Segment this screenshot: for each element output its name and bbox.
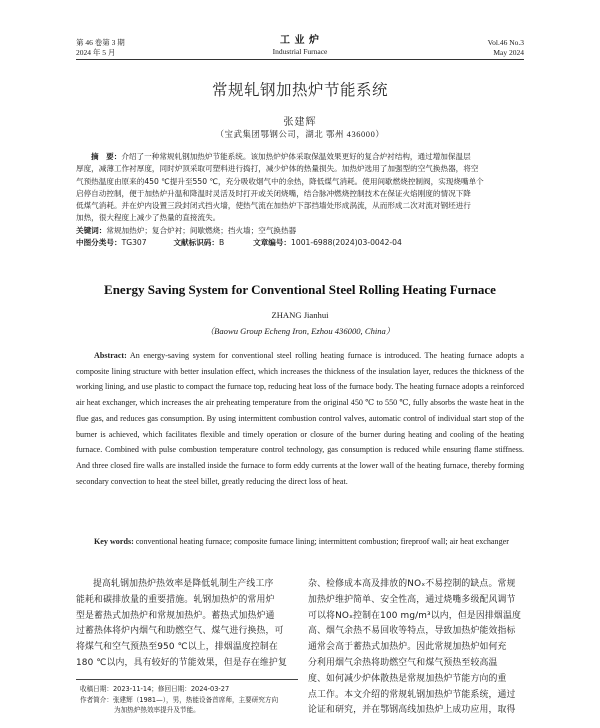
cn-abstract (76, 151, 524, 249)
cn-abstract-line: 低煤气消耗。并在炉内设置三段封闭式挡火墙，使热气流在加热炉下部挡墙处形成涡流，从而形成二次对流对钢坯进行 (76, 201, 471, 211)
cn-title: 常规轧钢加热炉节能系统 (211, 81, 388, 99)
cn-abstract-label: 摘 要： (91, 152, 122, 161)
journal-name-en: Industrial Furnace (272, 47, 328, 56)
body-line: 180 ℃以内，具有较好的节能效果，但是存在维护复 (76, 657, 287, 668)
body-line: 杂、检修成本高及排放的NOₓ不易控制的缺点。常规 (308, 579, 516, 589)
body-line: 可以将NOₓ控制在100 mg/m³以内，但是因排烟温度 (308, 610, 521, 621)
body-line: 通常会高于蓄热式加热炉。因此常规加热炉如何充 (308, 642, 507, 653)
body-line: 型是蓄热式加热炉和常规加热炉。蓄热式加热炉通 (76, 610, 275, 621)
en-keywords-label: Key words: (94, 537, 134, 546)
cn-abstract-line: 启停自动控制，便于加热炉升温和降温时灵活及时打开或关闭烧嘴，结合脉冲燃烧控制技术在保证火焰刚度的情况下降 (76, 188, 471, 198)
body-line: 提高轧钢加热炉热效率是降低轧制生产线工序 (93, 579, 274, 589)
body-line: 度、如何减少炉体散热是常规加热炉节能方向的重 (308, 673, 507, 684)
cn-classification-row (76, 237, 524, 249)
header-right (424, 38, 524, 58)
cn-author: 张建辉 (283, 117, 317, 128)
clc-value: TG307 (121, 238, 147, 248)
cn-keywords-label: 关键词： (76, 225, 107, 235)
cn-abstract-line: 厚度，减薄工作衬厚度，同时炉顶采取可塑料进行捣打，减少炉体的热量损失。加热炉选用了加强型的空气换热器，将空 (76, 164, 479, 174)
footnote-rule (76, 679, 298, 680)
footnote (80, 684, 298, 716)
header-volume: 第 46 卷第 3 期 (76, 38, 125, 47)
header-date-en: May 2024 (493, 48, 524, 57)
en-abstract-label: Abstract: (94, 351, 127, 360)
body-line: 论证和研究，并在鄂钢高线加热炉上成功应用，取得 (308, 705, 516, 716)
header-volume-en: Vol.46 No.3 (487, 38, 524, 47)
en-keywords: conventional heating furnace; composite furnace lining; intermittent combustion; fireproof wall; air heat exchanger (135, 537, 509, 546)
en-abstract (76, 348, 524, 489)
en-author: ZHANG Jianhui (271, 310, 329, 320)
body-line: 加热炉维护简单、安全性高，通过烧嘴多级配风调节 (308, 594, 516, 605)
doc-code-label: 文献标识码： (173, 238, 219, 248)
body-line: 将煤气和空气预热至950 ℃以上，排烟温度控制在 (76, 642, 278, 653)
journal-name-cn: 工 业 炉 (280, 35, 320, 46)
cn-abstract-line: 介绍了一种常规轧钢加热炉节能系统。该加热炉炉体采取保温效果更好的复合炉衬结构，通过增加保温层 (121, 152, 471, 161)
cn-keywords: 常规加热炉；复合炉衬；间歇燃烧；挡火墙；空气换热器 (106, 225, 297, 235)
en-affiliation: （Baowu Group Echeng Iron, Ezhou 436000, China） (205, 326, 395, 336)
clc-label: 中图分类号： (76, 238, 122, 248)
footnote-author-cont: 为加热炉热效率提升及节能。 (114, 706, 200, 714)
cn-abstract-line: 加热，很大程度上减少了热量的直接流失。 (76, 213, 221, 223)
body-line: 过蓄热体将炉内烟气和助燃空气、煤气进行换热，可 (76, 626, 284, 637)
body-right-column (308, 577, 526, 719)
body-line: 分利用烟气余热将助燃空气和煤气预热至较高温 (308, 657, 498, 668)
body-left-column (76, 577, 298, 672)
cn-abstract-line: 气预热温度由原来的450 ℃提升至550 ℃，充分吸收烟气中的余热，降低煤气消耗。使用间歇燃烧控制阀，实现烧嘴单个 (76, 176, 484, 186)
en-abstract-text: An energy-saving system for conventional steel rolling heating furnace is introduced. The heating furnace adopts a composite lining structure with better insulation effect, which increases the thickness of the insulation layer, reduces the thickness of the working lining, and use plastic to compact the furnace top, reducing heat loss of the furnace body. The heating furnace adopts a reinforced air heat exchanger, which increases the air preheating temperature from the original 450 ℃ to 550 ℃, fully absorbs the waste heat in the flue gas, and reduces gas consumption. By using intermittent combustion control valves, automatic control of individual start stop of the burner is achieved, which facilitates flexible and timely operation or closure of the burner during heating and cooling of the heating furnace. Combined with pulse combustion temperature control technology, gas consumption is reduced while ensuring flame stiffness. And three closed fire walls are installed inside the furnace to form eddy currents at the lower wall of the heating furnace, thereby forming secondary convection to heat the steel billet, greatly reducing the direct loss of heat. (76, 351, 525, 486)
doc-code-value: B (219, 238, 225, 248)
header-date: 2024 年 5 月 (76, 48, 116, 57)
footnote-author: 作者简介：张建辉（1981—），男，热能设备首席师，主要研究方向 (80, 695, 279, 704)
article-no-value: 1001-6988(2024)03-0042-04 (291, 238, 402, 248)
article-no-label: 文章编号： (253, 238, 292, 248)
body-line: 高、烟气余热不易回收等特点，导致加热炉能效指标 (308, 626, 516, 637)
header-left (76, 38, 125, 58)
en-keywords-block (76, 534, 524, 550)
cn-affiliation: （宝武集团鄂钢公司，湖北 鄂州 436000） (215, 130, 385, 139)
footnote-received: 收稿日期：2023-11-14；修回日期：2024-03-27 (80, 685, 230, 693)
body-line: 点工作。本文介绍的常规轧钢加热炉节能系统，通过 (308, 689, 516, 700)
header-rule (76, 59, 524, 60)
body-line: 能耗和碳排放量的重要措施。轧钢加热炉的常用炉 (76, 594, 275, 605)
header-center (200, 35, 400, 57)
en-title: Energy Saving System for Conventional Steel Rolling Heating Furnace (104, 282, 496, 297)
